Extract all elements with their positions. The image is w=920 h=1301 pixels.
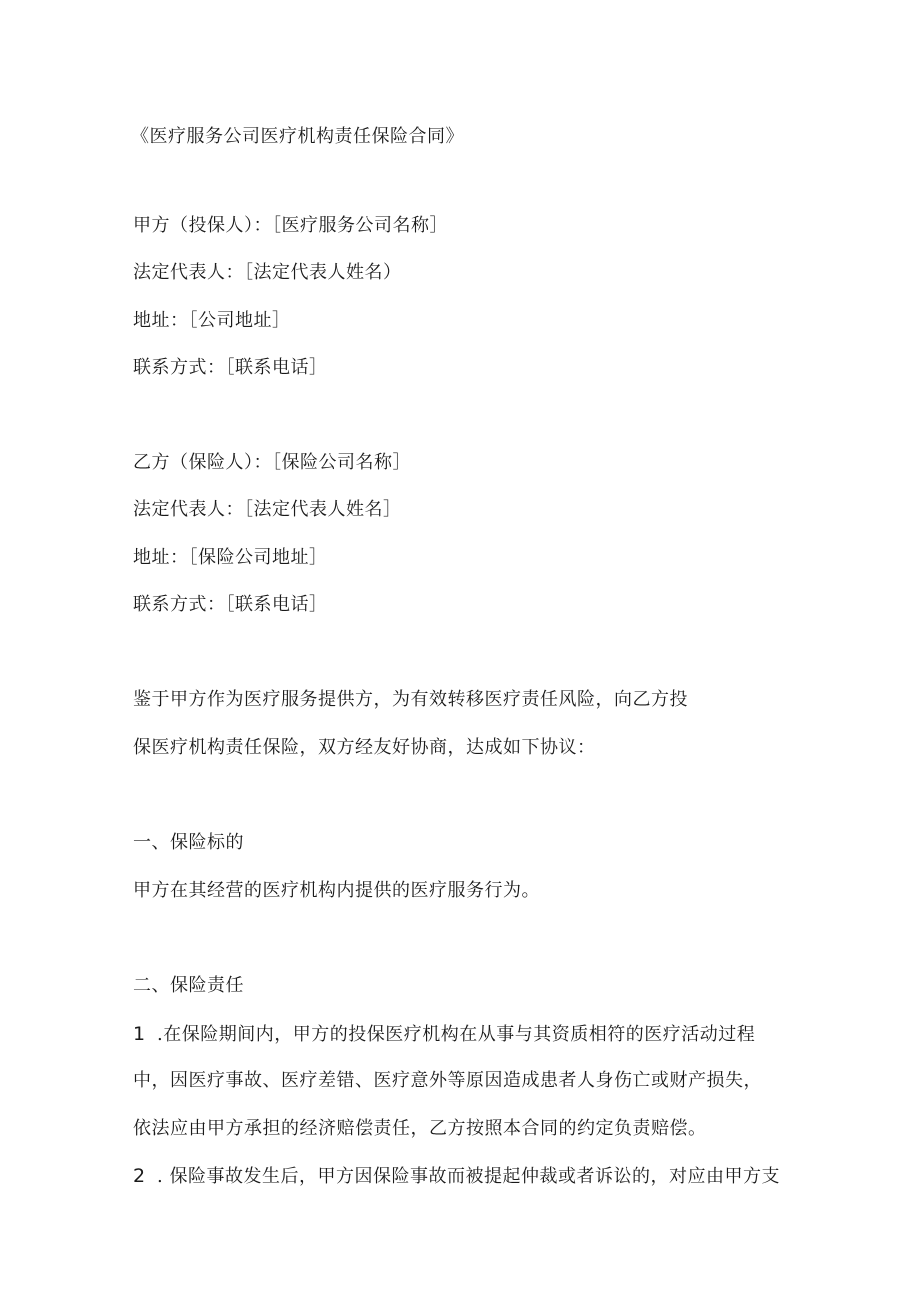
item-1-text: .在保险期间内，甲方的投保医疗机构在从事与其资质相符的医疗活动过程 <box>157 1024 756 1045</box>
section-1-heading: 一、保险标的 <box>133 832 244 853</box>
preamble-line-2: 保医疗机构责任保险，双方经友好协商，达成如下协议： <box>133 737 596 758</box>
item-2-number: 2 <box>133 1165 146 1187</box>
section-2-item-2-line-1 <box>133 1164 780 1189</box>
section-2-item-1-line-2: 中，因医疗事故、医疗差错、医疗意外等原因造成患者人身伤亡或财产损失， <box>133 1070 762 1091</box>
party-a-representative: 法定代表人：［法定代表人姓名） <box>133 262 402 283</box>
item-1-number: 1 <box>133 1023 146 1045</box>
party-b-contact: 联系方式：［联系电话］ <box>133 594 328 615</box>
party-a-contact: 联系方式：［联系电话］ <box>133 357 328 378</box>
party-b-representative: 法定代表人：［法定代表人姓名］ <box>133 499 402 520</box>
party-a-address: 地址：［公司地址］ <box>133 310 291 331</box>
section-2-item-1-line-3: 依法应由甲方承担的经济赔偿责任，乙方按照本合同的约定负责赔偿。 <box>133 1118 707 1139</box>
item-2-text: . 保险事故发生后，甲方因保险事故而被提起仲裁或者诉讼的，对应由甲方支 <box>157 1166 780 1187</box>
party-b-address: 地址：［保险公司地址］ <box>133 547 328 568</box>
section-2-heading: 二、保险责任 <box>133 975 244 996</box>
party-b-heading: 乙方（保险人）：［保险公司名称］ <box>133 452 411 473</box>
preamble-line-1: 鉴于甲方作为医疗服务提供方，为有效转移医疗责任风险，向乙方投 <box>133 689 688 710</box>
document-title: 《医疗服务公司医疗机构责任保险合同》 <box>131 126 464 147</box>
party-a-heading: 甲方（投保人）：［医疗服务公司名称］ <box>133 215 448 236</box>
section-1-body: 甲方在其经营的医疗机构内提供的医疗服务行为。 <box>133 880 540 901</box>
section-2-item-1-line-1 <box>133 1022 755 1047</box>
